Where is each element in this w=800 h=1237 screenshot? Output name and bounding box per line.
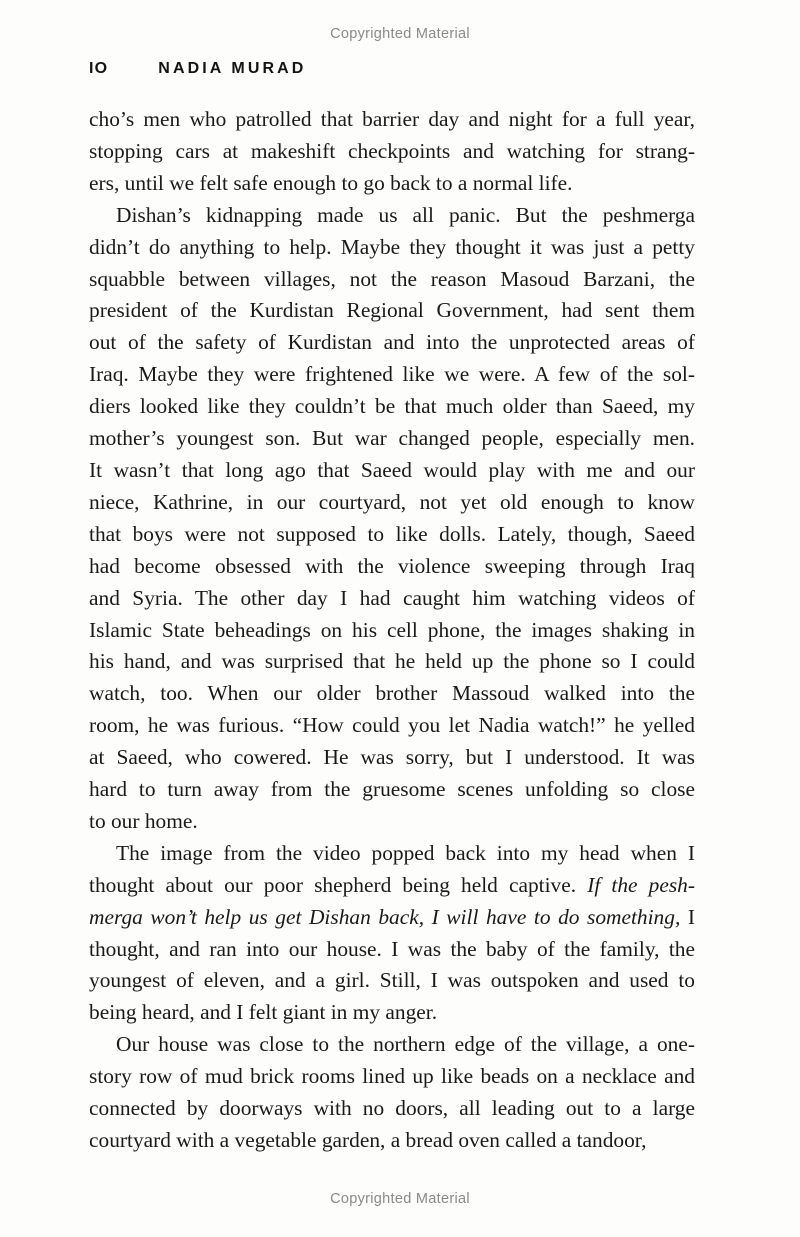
text-line: mother’s youngest son. But war changed people, especially men. [89, 426, 695, 451]
text-line: at Saeed, who cowered. He was sorry, but I understood. It was [89, 745, 695, 770]
text-line: diers looked like they couldn’t be that much older than Saeed, my [89, 394, 695, 419]
text-line: Our house was close to the northern edge of the village, a one- [116, 1032, 695, 1057]
text-line: courtyard with a vegetable garden, a bread oven called a tandoor, [89, 1128, 647, 1152]
text-line: Iraq. Maybe they were frightened like we were. A few of the sol- [89, 362, 695, 387]
text-line: ers, until we felt safe enough to go back to a normal life. [89, 170, 573, 195]
text-line: room, he was furious. “How could you let Nadia watch!” he yelled [89, 713, 695, 738]
text-line: his hand, and was surprised that he held up the phone so I could [89, 649, 695, 674]
body-text-block [89, 104, 695, 1157]
text-line: to our home. [89, 808, 198, 833]
text-line: had become obsessed with the violence sweeping through Iraq [89, 553, 695, 578]
page-number: IO [89, 60, 109, 77]
text-line: thought, and ran into our house. I was the baby of the family, the [89, 936, 695, 961]
text-line: and Syria. The other day I had caught him watching videos of [89, 585, 695, 610]
text-line: niece, Kathrine, in our courtyard, not yet old enough to know [89, 489, 695, 514]
paragraph-1 [89, 104, 695, 200]
text-line: cho’s men who patrolled that barrier day and night for a full year, [89, 107, 695, 131]
text-line: stopping cars at makeshift checkpoints and watching for strang- [89, 138, 695, 163]
paragraph-4 [89, 1029, 695, 1157]
text-line: out of the safety of Kurdistan and into the unprotected areas of [89, 330, 695, 355]
text-line: squabble between villages, not the reason Masoud Barzani, the [89, 266, 695, 291]
copyright-watermark-bottom: Copyrighted Material [330, 1191, 470, 1207]
text-line: It wasn’t that long ago that Saeed would play with me and our [89, 457, 695, 482]
text-line: watch, too. When our older brother Massoud walked into the [89, 681, 695, 706]
text-line: being heard, and I felt giant in my anger. [89, 1000, 438, 1025]
text-line-with-italic-start: thought about our poor shepherd being held captive. If the pesh- [89, 872, 695, 897]
copyright-watermark-top: Copyrighted Material [330, 26, 470, 42]
text-line: Dishan’s kidnapping made us all panic. But the peshmerga [116, 202, 695, 227]
text-line: Islamic State beheadings on his cell phone, the images shaking in [89, 617, 695, 642]
text-line-with-italic-end: merga won’t help us get Dishan back, I will have to do something, I [89, 904, 695, 929]
text-line: story row of mud brick rooms lined up like beads on a necklace and [89, 1064, 695, 1089]
text-line: president of the Kurdistan Regional Government, had sent them [89, 298, 695, 323]
text-line: The image from the video popped back into my head when I [116, 840, 695, 865]
author-name: NADIA MURAD [158, 60, 307, 77]
paragraph-3 [89, 838, 695, 1029]
paragraph-2 [89, 200, 695, 838]
text-line: youngest of eleven, and a girl. Still, I was outspoken and used to [89, 968, 695, 993]
text-line: that boys were not supposed to like dolls. Lately, though, Saeed [89, 521, 695, 546]
text-line: connected by doorways with no doors, all leading out to a large [89, 1096, 695, 1121]
text-line: hard to turn away from the gruesome scenes unfolding so close [89, 777, 695, 802]
text-line: didn’t do anything to help. Maybe they thought it was just a petty [89, 234, 695, 259]
running-head [89, 60, 306, 78]
